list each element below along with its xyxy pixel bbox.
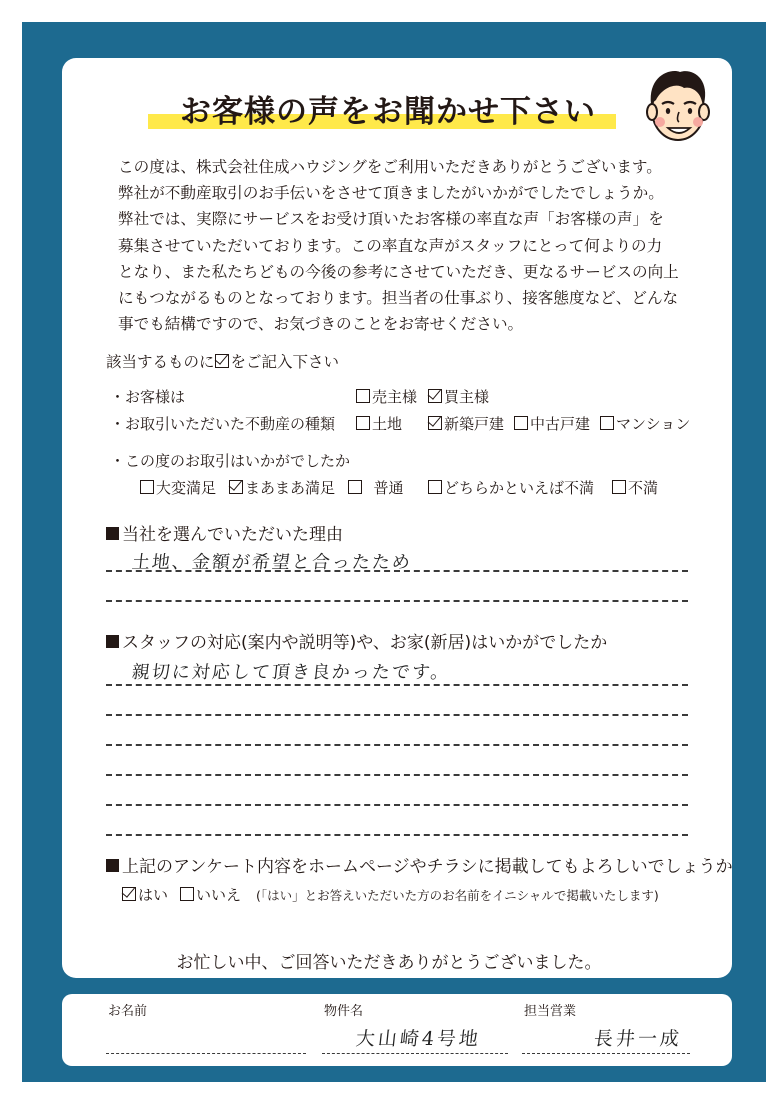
checkbox-checked[interactable] bbox=[428, 416, 442, 430]
option-land[interactable]: 土地 bbox=[356, 413, 402, 434]
option-very-satisfied[interactable]: 大変満足 bbox=[140, 477, 216, 498]
section-staff-heading: スタッフの対応(案内や説明等)や、お家(新居)はいかがでしたか bbox=[106, 628, 607, 653]
title-block bbox=[148, 84, 628, 134]
intro-line: 募集させていただいております。この率直な声がスタッフにとって何よりの力 bbox=[118, 236, 663, 255]
name-line bbox=[106, 1053, 306, 1054]
page-title: お客様の声をお聞かせ下さい bbox=[180, 94, 596, 130]
checkbox-example-icon bbox=[215, 354, 229, 368]
option-fairly-satisfied[interactable]: まあまあ満足 bbox=[229, 477, 335, 498]
staff-face-icon bbox=[640, 66, 716, 146]
checkbox[interactable] bbox=[600, 416, 614, 430]
square-bullet-icon bbox=[106, 859, 119, 872]
checkbox[interactable] bbox=[428, 480, 442, 494]
intro-line: この度は、株式会社住成ハウジングをご利用いただきありがとうございます。 bbox=[118, 158, 662, 176]
sales-line bbox=[522, 1053, 690, 1054]
square-bullet-icon bbox=[106, 527, 119, 540]
checkbox-checked[interactable] bbox=[229, 480, 243, 494]
answer-line bbox=[106, 774, 688, 776]
option-no[interactable]: いいえ bbox=[180, 884, 241, 905]
intro-line: 弊社が不動産取引のお手伝いをさせて頂きましたがいかがでしたでしょうか。 bbox=[118, 184, 664, 203]
q-property-label: ・お取引いただいた不動産の種類 bbox=[110, 415, 336, 433]
property-label: 物件名 bbox=[324, 1004, 364, 1019]
answer-line bbox=[106, 684, 688, 686]
sales-label: 担当営業 bbox=[524, 1004, 577, 1019]
property-value[interactable]: 大山崎4号地 bbox=[354, 1028, 483, 1050]
intro-line: 事でも結構ですので、お気づきのことをお寄せください。 bbox=[118, 315, 524, 334]
checkbox[interactable] bbox=[180, 887, 194, 901]
q-satisfaction-label: ・この度のお取引はいかがでしたか bbox=[110, 452, 351, 470]
option-yes[interactable]: はい bbox=[122, 884, 168, 905]
answer-line bbox=[106, 744, 688, 746]
option-dissatisfied[interactable]: 不満 bbox=[612, 477, 658, 498]
answer-line bbox=[106, 804, 688, 806]
instruction-text: をご記入下さい bbox=[230, 353, 340, 371]
option-somewhat-dissatisfied[interactable]: どちらかといえば不満 bbox=[428, 477, 594, 498]
option-buyer[interactable]: 買主様 bbox=[428, 386, 489, 407]
reason-answer[interactable]: 土地、金額が希望と合ったため bbox=[130, 552, 413, 573]
answer-line bbox=[106, 600, 688, 602]
intro-line: 弊社では、実際にサービスをお受け頂いたお客様の率直な声「お客様の声」を bbox=[118, 210, 664, 229]
checkbox[interactable] bbox=[348, 480, 362, 494]
publish-note: (「はい」とお答えいただいた方のお名前をイニシャルで掲載いたします) bbox=[256, 888, 659, 903]
checkbox[interactable] bbox=[356, 389, 370, 403]
checkbox[interactable] bbox=[612, 480, 626, 494]
answer-line bbox=[106, 570, 688, 572]
checkbox-checked[interactable] bbox=[428, 389, 442, 403]
instruction-text: 該当するものに bbox=[106, 353, 215, 371]
section-reason-heading: 当社を選んでいただいた理由 bbox=[106, 520, 343, 545]
name-label: お名前 bbox=[108, 1004, 148, 1019]
option-used-house[interactable]: 中古戸建 bbox=[514, 413, 590, 434]
intro-line: にもつながるものとなっております。担当者の仕事ぶり、接客態度など、どんな bbox=[118, 288, 679, 307]
square-bullet-icon bbox=[106, 635, 119, 648]
instruction bbox=[106, 350, 339, 372]
staff-answer[interactable]: 親切に対応して頂き良かったです。 bbox=[130, 662, 452, 683]
option-new-house[interactable]: 新築戸建 bbox=[428, 413, 504, 434]
option-normal[interactable]: 普通 bbox=[348, 477, 404, 498]
section-publish-heading: 上記のアンケート内容をホームページやチラシに掲載してもよろしいでしょうか bbox=[106, 852, 733, 877]
intro-line: となり、また私たちどもの今後の参考にさせていただき、更なるサービスの向上 bbox=[118, 262, 679, 281]
intro-paragraph bbox=[118, 154, 698, 337]
q-customer-label: ・お客様は bbox=[110, 388, 186, 406]
checkbox[interactable] bbox=[514, 416, 528, 430]
sales-value[interactable]: 長井一成 bbox=[592, 1028, 684, 1050]
checkbox-checked[interactable] bbox=[122, 887, 136, 901]
checkbox[interactable] bbox=[356, 416, 370, 430]
option-seller[interactable]: 売主様 bbox=[356, 386, 417, 407]
answer-line bbox=[106, 714, 688, 716]
checkbox[interactable] bbox=[140, 480, 154, 494]
option-mansion[interactable]: マンション bbox=[600, 413, 690, 434]
closing-message: お忙しい中、ご回答いただきありがとうございました。 bbox=[176, 953, 602, 973]
answer-line bbox=[106, 834, 688, 836]
property-line bbox=[322, 1053, 508, 1054]
